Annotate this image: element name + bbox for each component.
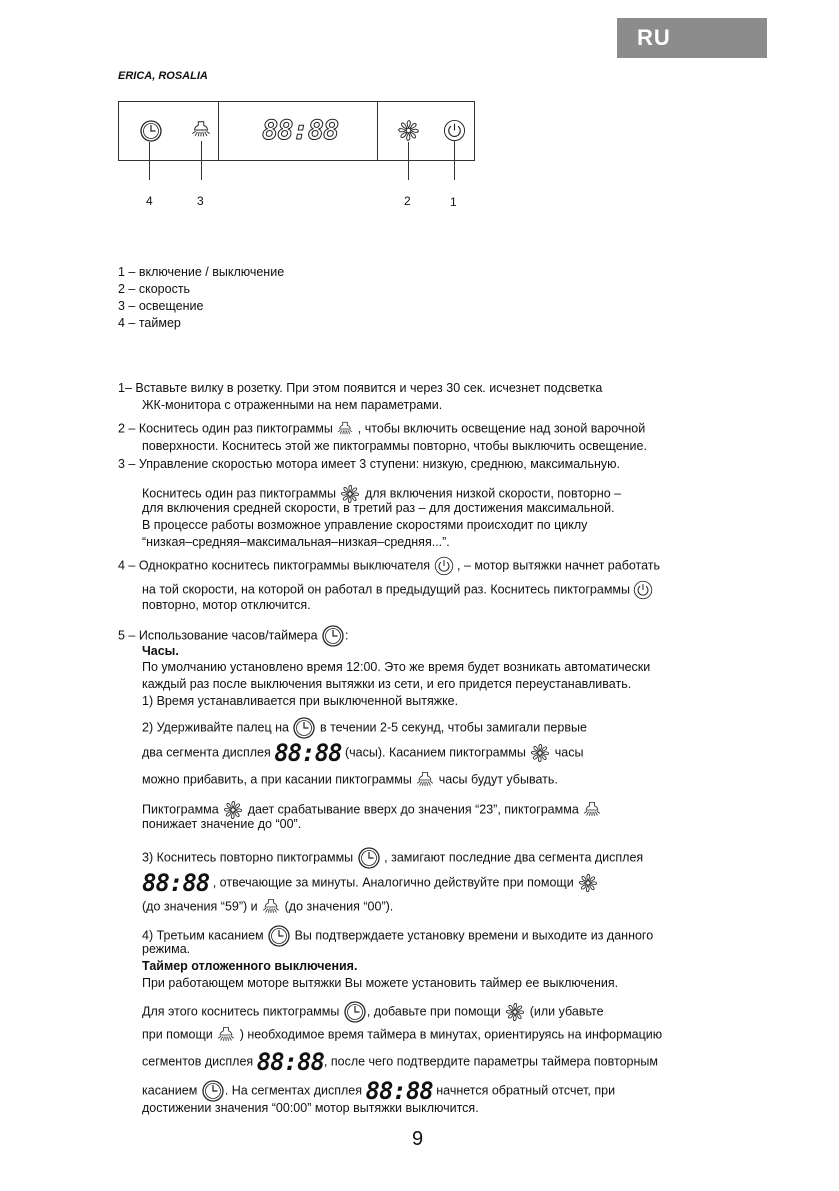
timer-text: достижении значения “00:00” мотор вытяжки выключится. [142, 1101, 479, 1115]
clock-text: режима. [142, 942, 191, 956]
step-3-line: Коснитесь один раз пиктограммы для включения низкой скорости, повторно – [142, 483, 621, 505]
step-3: 3 – Управление скоростью мотора имеет 3 ступени: низкую, среднюю, максимальную. [118, 457, 620, 471]
segment-display: 88:88 [365, 1077, 433, 1105]
timer-text: Для этого коснитесь пиктограммы , добавьте при помощи (или убавьте [142, 1000, 604, 1024]
clock-icon [343, 1000, 367, 1024]
leader-line [454, 141, 455, 180]
step-4-line: на той скорости, на которой он работал в предыдущий раз. Коснитесь пиктограммы [142, 580, 653, 600]
legend-item: 4 – таймер [118, 316, 181, 330]
light-icon [582, 800, 602, 820]
page-number: 9 [412, 1128, 424, 1150]
step-4-line: повторно, мотор отключится. [142, 598, 311, 612]
panel-display: 88:88 [262, 115, 339, 146]
light-icon [415, 770, 435, 790]
clock-heading: Часы. [142, 644, 179, 658]
power-icon [443, 119, 466, 142]
control-panel-diagram [118, 101, 475, 161]
timer-text: сегментов дисплея 88:88, после чего подтвердите параметры таймера повторным [142, 1048, 658, 1076]
model-title: ERICA, ROSALIA [118, 70, 208, 82]
light-icon [190, 119, 212, 141]
clock-icon [357, 846, 381, 870]
step-3-line: В процессе работы возможное управление скоростями происходит по циклу [142, 518, 588, 532]
clock-text: 4) Третьим касанием Вы подтверждаете установку времени и выходите из данного [142, 924, 653, 948]
light-icon [216, 1025, 236, 1045]
fan-icon [396, 118, 421, 143]
callout-number: 1 [450, 195, 457, 209]
step-2: 2 – Коснитесь один раз пиктограммы , чтобы включить освещение над зоной варочной [118, 420, 645, 438]
clock-text: Пиктограмма дает срабатывание вверх до значения “23”, пиктограмма [142, 799, 602, 821]
power-icon [633, 580, 653, 600]
step-4: 4 – Однократно коснитесь пиктограммы выключателя , – мотор вытяжки начнет работать [118, 556, 660, 576]
light-icon [261, 897, 281, 917]
step-3-line: для включения средней скорости, в третий раз – для достижения максимальной. [142, 501, 615, 515]
leader-line [149, 142, 150, 180]
clock-text: 1) Время устанавливается при выключенной вытяжке. [142, 694, 459, 708]
segment-display: 88:88 [142, 869, 210, 897]
clock-icon [292, 716, 316, 740]
light-icon [336, 420, 354, 438]
step-3-line: “низкая–средняя–максимальная–низкая–средняя...”. [142, 535, 450, 549]
clock-text: два сегмента дисплея 88:88 (часы). Касанием пиктограммы часы [142, 739, 584, 767]
fan-icon [529, 742, 551, 764]
clock-icon [321, 624, 345, 648]
fan-icon [577, 872, 599, 894]
fan-icon [504, 1001, 526, 1023]
leader-line [408, 142, 409, 180]
clock-icon [139, 119, 163, 143]
clock-text: понижает значение до “00”. [142, 817, 302, 831]
leader-line [201, 141, 202, 180]
clock-icon [267, 924, 291, 948]
clock-text: 3) Коснитесь повторно пиктограммы , замигают последние два сегмента дисплея [142, 846, 643, 870]
callout-number: 4 [146, 194, 153, 208]
clock-text: каждый раз после выключения вытяжки из сети, и его придется переустанавливать. [142, 677, 632, 691]
legend-item: 2 – скорость [118, 282, 191, 296]
timer-text: касанием . На сегментах дисплея 88:88 начнется обратный отсчет, при [142, 1077, 616, 1105]
callout-number: 3 [197, 194, 204, 208]
clock-text: 2) Удерживайте палец на в течении 2-5 секунд, чтобы замигали первые [142, 716, 587, 740]
step-1-cont: ЖК-монитора с отраженными на нем параметрами. [142, 398, 443, 412]
callout-number: 2 [404, 194, 411, 208]
language-badge: RU [617, 18, 767, 58]
clock-text: (до значения “59”) и (до значения “00”). [142, 897, 393, 917]
power-icon [434, 556, 454, 576]
segment-display: 88:88 [274, 739, 342, 767]
timer-text: При работающем моторе вытяжки Вы можете установить таймер ее выключения. [142, 976, 619, 990]
clock-text: По умолчанию установлено время 12:00. Это же время будет возникать автоматически [142, 660, 651, 674]
clock-text: 88:88 , отвечающие за минуты. Аналогично действуйте при помощи [142, 872, 599, 894]
segment-display: 88:88 [256, 1048, 324, 1076]
step-2-cont: поверхности. Коснитесь этой же пиктограммы повторно, чтобы выключить освещение. [142, 439, 647, 453]
timer-heading: Таймер отложенного выключения. [142, 959, 358, 973]
legend-item: 1 – включение / выключение [118, 265, 285, 279]
clock-text: можно прибавить, а при касании пиктограммы часы будут убывать. [142, 770, 558, 790]
step-1: 1– Вставьте вилку в розетку. При этом появится и через 30 сек. исчезнет подсветка [118, 381, 603, 395]
step-5-title: 5 – Использование часов/таймера : [118, 624, 349, 648]
legend-item: 3 – освещение [118, 299, 204, 313]
timer-text: при помощи ) необходимое время таймера в минутах, ориентируясь на информацию [142, 1025, 662, 1045]
